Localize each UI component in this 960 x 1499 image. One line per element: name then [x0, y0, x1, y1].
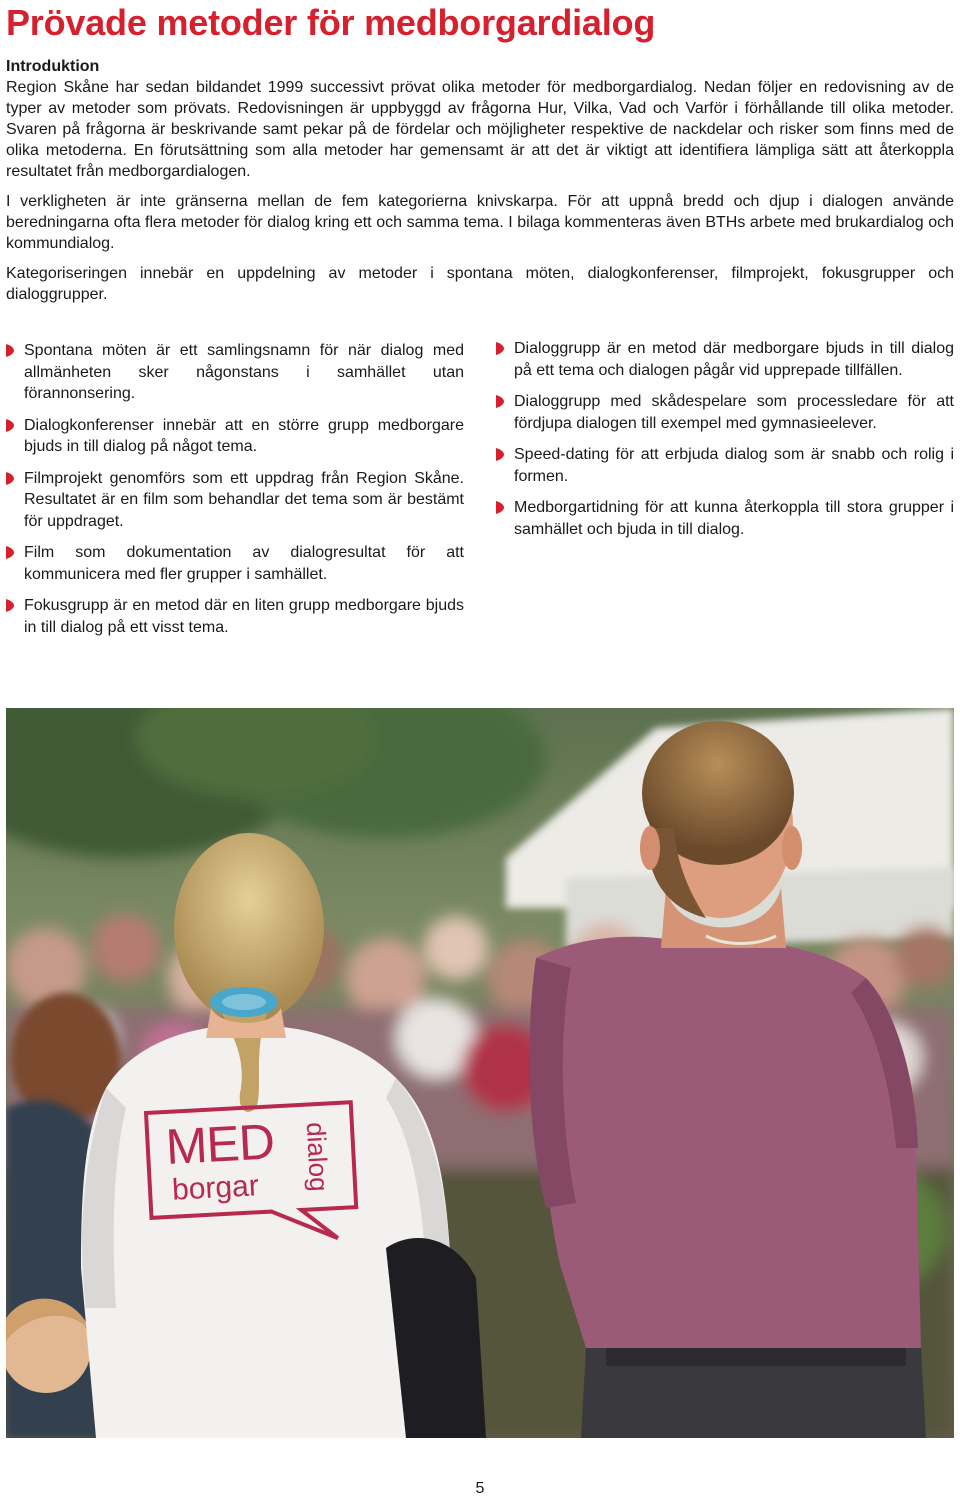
bullet-arrow-icon	[6, 415, 24, 458]
right-bullet-list	[496, 338, 954, 550]
bullet-text: Speed-dating för att erbjuda dialog som är snabb och rolig i formen.	[514, 446, 954, 485]
crowd-photo	[6, 708, 954, 1438]
page-number: 5	[475, 1480, 485, 1497]
intro-paragraph-2: I verkligheten är inte gränserna mellan de fem kategorierna knivskarpa. För att uppnå bredd och djup i dialogen använde beredningarna ofta flera metoder för dialog kring ett och samma tema. I bilaga kommenteras även BTHs arbete med brukardialog och kommundialog.	[6, 193, 954, 252]
logo-text-med: MED	[164, 1113, 276, 1175]
list-item	[6, 542, 464, 585]
list-item	[496, 497, 954, 540]
bullet-arrow-icon	[496, 391, 514, 434]
logo-text-dialog: dialog	[300, 1121, 335, 1193]
bullet-arrow-icon	[496, 497, 514, 540]
bullet-arrow-icon	[496, 444, 514, 487]
list-item	[6, 595, 464, 638]
bullet-text: Dialoggrupp med skådespelare som processledare för att fördjupa dialogen till exempel med gymnasieelever.	[514, 393, 954, 432]
bullet-text: Dialogkonferenser innebär att en större grupp medborgare bjuds in till dialog på något tema.	[24, 416, 464, 455]
bullet-arrow-icon	[6, 468, 24, 533]
bullet-arrow-icon	[6, 595, 24, 638]
page-title: Prövade metoder för medborgardialog	[6, 2, 656, 43]
bullet-text: Filmprojekt genomförs som ett uppdrag från Region Skåne. Resultatet är en film som behandlar det tema som är bestämt för uppdraget.	[24, 469, 464, 530]
bullet-text: Medborgartidning för att kunna återkoppla till stora grupper i samhället och bjuda in till dialog.	[514, 499, 954, 538]
bullet-arrow-icon	[6, 340, 24, 405]
crowd-photo-illustration	[6, 708, 954, 1438]
list-item	[6, 340, 464, 405]
list-item	[6, 468, 464, 533]
bullet-text: Dialoggrupp är en metod där medborgare bjuds in till dialog på ett tema och dialogen pågår vid upprepade tillfällen.	[514, 340, 954, 379]
list-item	[6, 415, 464, 458]
bullet-arrow-icon	[496, 338, 514, 381]
list-item	[496, 338, 954, 381]
intro-heading: Introduktion	[6, 58, 100, 75]
logo-text-borgar: borgar	[171, 1169, 260, 1207]
bullet-text: Fokusgrupp är en metod där en liten grupp medborgare bjuds in till dialog på ett visst tema.	[24, 597, 464, 636]
list-item	[496, 391, 954, 434]
bullet-text: Spontana möten är ett samlingsnamn för när dialog med allmänheten sker någonstans i samhället utan förannonsering.	[24, 342, 464, 402]
intro-section	[6, 56, 954, 314]
list-item	[496, 444, 954, 487]
bullet-arrow-icon	[6, 542, 24, 585]
intro-paragraph-1: Region Skåne har sedan bildandet 1999 successivt prövat olika metoder för medborgardialog. Nedan följer en redovisning av de typer av metoder som prövats. Redovisningen är uppbyggd av frågorna Hur, Vilka, Vad och Varför i förhållande till olika metoder. Svaren på frågorna är beskrivande samt pekar på de fördelar och möjligheter respektive de nackdelar och risker som finns med de olika metoderna. En förutsättning som alla metoder har gemensamt är att det är viktigt att identifiera lämpliga sätt att återkoppla resultatet från medborgardialogen.	[6, 79, 954, 180]
intro-paragraph-3: Kategoriseringen innebär en uppdelning av metoder i spontana möten, dialogkonferenser, filmprojekt, fokusgrupper och dialoggrupper.	[6, 265, 954, 303]
left-bullet-list	[6, 340, 464, 648]
bullet-text: Film som dokumentation av dialogresultat för att kommunicera med fler grupper i samhället.	[24, 544, 464, 583]
